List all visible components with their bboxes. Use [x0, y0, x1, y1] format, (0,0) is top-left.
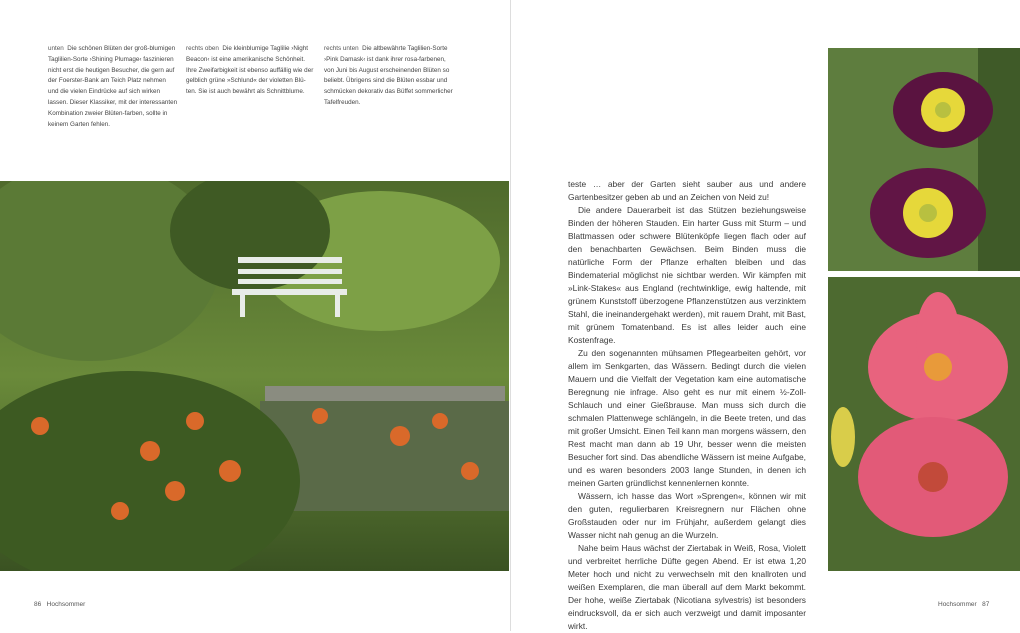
footer-right	[938, 601, 989, 608]
paragraph: Zu den sogenannten mühsamen Pflegearbeiten gehört, vor allem im Senkgarten, das Wässern. Bedingt durch die vielen Mauern und die Vielfalt der Vegetation kam eine automatische Beregnung nie infrage. Also geht es nur mit einem ½-Zoll-Schlauch und einer Gießbrause. Man muss sich durch die schmalen Plattenwege schlängeln, in die Beete treten, und das mit großer Umsicht. Einen Teil kann man morgens wässern, den Rest macht man dann ab 19 Uhr, besser wenn die meisten Besucher fort sind. Das abendliche Wässern ist meine Aufgabe, und es waren besonders 2003 lange Stunden, in denen ich meinen Garten gründlichst kennenlernen konnte.	[568, 348, 806, 488]
pink-damask-photo	[828, 277, 1020, 571]
caption-label: unten	[48, 45, 64, 52]
paragraph: teste … aber der Garten sieht sauber aus und andere Gartenbesitzer geben ab und an Zeichen von Neid zu!	[568, 179, 806, 202]
night-beacon-photo	[828, 48, 1020, 271]
caption-text: Die schönen Blüten der groß-blumigen Taglilien-Sorte ›Shining Plumage‹ faszinieren nicht erst die heutigen Besucher, die gern auf der Foerster-Bank am Teich Platz nehmen und die vielen Eindrücke auf sich wirken lassen. Dieser Klassiker, mit der interessanten Kombination zweier Blüten-farben, sollte in keinem Garten fehlen.	[48, 45, 178, 128]
caption-rechts-oben	[186, 44, 316, 98]
caption-rechts-unten	[324, 44, 454, 109]
page-number: 86	[34, 601, 42, 608]
garden-photo	[0, 181, 509, 571]
body-text	[568, 178, 806, 633]
caption-label: rechts oben	[186, 45, 219, 52]
paragraph: Wässern, ich hasse das Wort »Sprengen«, können wir mit den guten, regulierbaren Kreisregnern nur Flächen ohne Großstauden oder nur im Frühjahr, außerdem gelangt dies Wasser nicht nah genug an die Wurzeln.	[568, 491, 806, 540]
footer-left	[34, 601, 85, 608]
paragraph: Nahe beim Haus wächst der Ziertabak in Weiß, Rosa, Violett und verbreitet herrliche Düfte gegen Abend. Er ist etwa 1,20 Meter hoch und nicht zu verwechseln mit den knallroten und weißen Exemplaren, die man überall auf dem Markt bekommt. Der hohe, weiße Ziertabak (Nicotiana sylvestris) ist besonders eindrucksvoll, da er sich auch verzweigt und damit imposanter wirkt.	[568, 543, 806, 631]
caption-text: Die altbewährte Taglilien-Sorte ›Pink Damask‹ ist dank ihrer rosa-farbenen, von Juni bis August erscheinenden Blüten so beliebt. Übrigens sind die Blüten essbar und schmücken dekorativ das Büffet sommerlicher Tafelfreuden.	[324, 45, 453, 106]
caption-unten	[48, 44, 178, 130]
running-title: Hochsommer	[938, 601, 977, 608]
caption-label: rechts unten	[324, 45, 359, 52]
caption-text: Die kleinblumige Taglilie ›Night Beacon‹ ist eine amerikanische Schönheit. Ihre Zweifarbigkeit ist ebenso auffällig wie der gelblich grüne »Schlund« der violetten Blü-ten. Sie ist auch bewährt als Schnittblume.	[186, 45, 314, 96]
gutter	[510, 0, 511, 631]
page-number: 87	[982, 601, 990, 608]
paragraph: Die andere Dauerarbeit ist das Stützen beziehungsweise Binden der höheren Stauden. Ein harter Guss mit Sturm – und Blattmassen oder schwere Blütenköpfe liegen flach oder auf den benachbarten Gewächsen. Beim Binden muss die natürliche Form der Pflanze erhalten bleiben und das Bindematerial möglichst nie sichtbar werden. Wir kämpfen mit »Link-Stakes« aus England (rechtwinklige, ewig haltende, mit grünem Kunststoff überzogene Pflanzenstützen aus verzinktem Stahl, die ineinandergehakt werden), mit rauem Draht, mit Bast, mit grünem Tomatenband. Es ist alles leider auch eine Kostenfrage.	[568, 205, 806, 345]
running-title: Hochsommer	[46, 601, 86, 608]
